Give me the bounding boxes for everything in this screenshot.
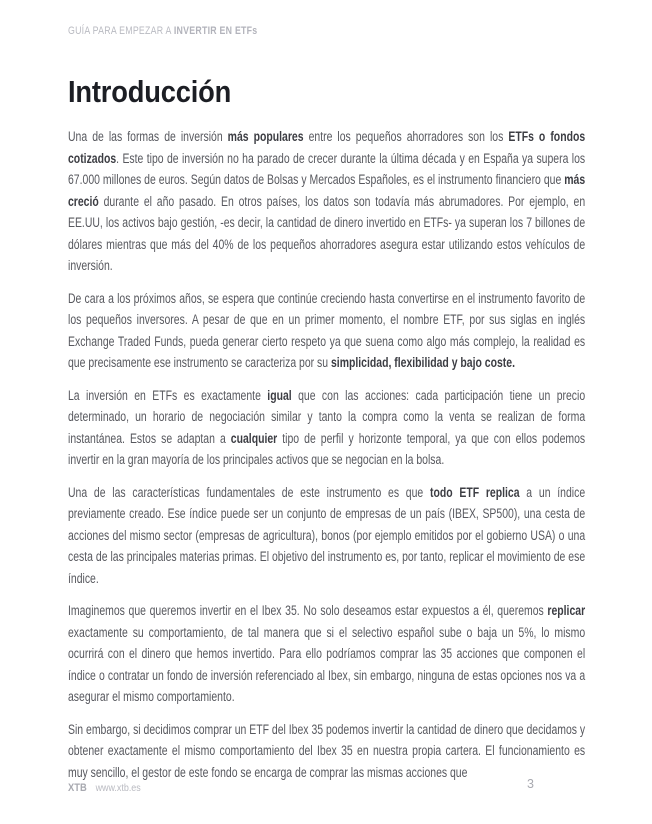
paragraph-bold-text: todo ETF replica xyxy=(429,484,520,500)
paragraph xyxy=(68,482,585,590)
paragraph-bold-text: simplicidad, flexibilidad y bajo coste. xyxy=(330,355,515,370)
paragraph-bold-text: igual xyxy=(267,387,292,403)
footer-brand-logo: XTB xyxy=(68,782,87,794)
paragraph xyxy=(68,385,585,471)
paragraph-text: tipo de perfil y horizonte temporal, ya que con ellos podemos invertir en la gran mayoría de los principales activos que se negocian en la bolsa. xyxy=(68,430,586,467)
article-body xyxy=(68,126,585,794)
paragraph-bold-text: replicar xyxy=(547,603,586,618)
paragraph-bold-text: más creció xyxy=(68,172,586,209)
paragraph xyxy=(68,719,585,784)
paragraph-text: De cara a los próximos años, se espera que continúe creciendo hasta convertirse en el instrumento favorito de los pequeños inversores. A pesar de que en un primer momento, el nombre ETF, por sus siglas en inglés Exchange Traded Funds, pueda generar cierto respeto ya que suena como algo más complejo, la realidad es que precisamente ese instrumento se caracteriza por su xyxy=(68,290,586,370)
paragraph-text: exactamente su comportamiento, de tal manera que si el selectivo español sube o baja un 5%, lo mismo ocurrirá con el dinero que hemos invertido. Para ello podríamos comprar las 35 acciones que componen el índice o contratar un fondo de inversión referenciado al Ibex, sin embargo, ninguna de estas opciones nos va a asegurar el mismo comportamiento. xyxy=(68,624,586,704)
paragraph-text: entre los pequeños ahorradores son los xyxy=(303,129,509,144)
page-number: 3 xyxy=(527,777,534,791)
paragraph-text: . Este tipo de inversión no ha parado de crecer durante la última década y en España ya supera los 67.000 millones de euros. Según datos de Bolsas y Mercados Españoles, es el instrumento financiero que xyxy=(68,150,586,187)
paragraph-text: Sin embargo, si decidimos comprar un ETF del Ibex 35 podemos invertir la cantidad de dinero que decidamos y obtener exactamente el mismo comportamiento del Ibex 35 en nuestra propia cartera. El funcionamiento es muy sencillo, el gestor de este fondo se encarga de comprar las mismas acciones que xyxy=(68,721,586,780)
header-pretitle-bold: INVERTIR EN ETFs xyxy=(173,25,258,37)
document-header xyxy=(68,25,257,38)
header-pretitle: GUÍA PARA EMPEZAR A xyxy=(68,25,174,37)
paragraph xyxy=(68,288,585,374)
paragraph-bold-text: ETFs o fondos cotizados xyxy=(68,129,586,166)
paragraph-text: Una de las formas de inversión xyxy=(68,129,228,144)
paragraph-bold-text: cualquier xyxy=(230,430,278,446)
page-title: Introducción xyxy=(68,74,232,109)
paragraph-text: Imaginemos que queremos invertir en el Ibex 35. No solo deseamos estar expuestos a él, queremos xyxy=(68,603,548,618)
paragraph-text: a un índice previamente creado. Ese índice puede ser un conjunto de empresas de un país (IBEX, SP500), una cesta de acciones del mismo sector (empresas de agricultura), bonos (por ejemplo emitidos por el gobierno USA) o una cesta de las principales materias primas. El objetivo del instrumento es, por tanto, replicar el movimiento de ese índice. xyxy=(68,484,586,586)
paragraph-text: La inversión en ETFs es exactamente xyxy=(68,387,268,403)
paragraph-text: Una de las características fundamentales de este instrumento es que xyxy=(68,484,430,500)
document-footer xyxy=(68,778,141,796)
footer-site-url: www.xtb.es xyxy=(95,782,141,794)
paragraph-text: que con las acciones: cada participación tiene un precio determinado, un horario de negociación similar y tanto la compra como la venta se realizan de forma instantánea. Estos se adaptan a xyxy=(68,387,586,446)
paragraph xyxy=(68,600,585,708)
paragraph-bold-text: más populares xyxy=(227,129,304,144)
paragraph xyxy=(68,126,585,277)
paragraph-text: durante el año pasado. En otros países, los datos son todavía más abrumadores. Por ejemplo, en EE.UU, los activos bajo gestión, -es decir, la cantidad de dinero invertido en ETFs- ya superan los 7 billones de dólares mientras que más del 40% de los pequeños ahorradores asegura estar utilizando estos vehículos de inversión. xyxy=(68,193,586,273)
